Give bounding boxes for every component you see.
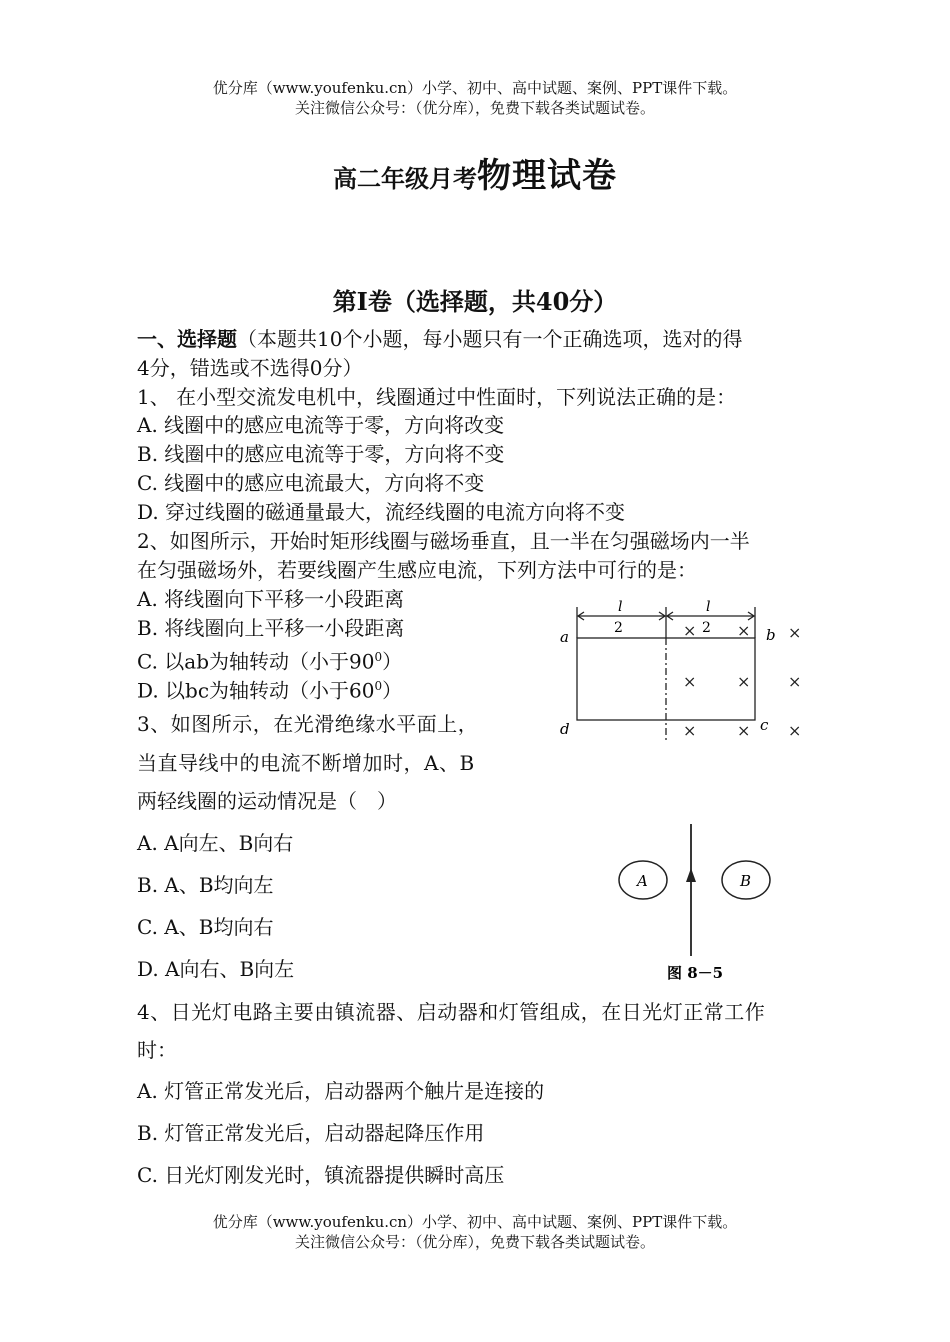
q4-option-b: B. 灯管正常发光后，启动器起降压作用 xyxy=(137,1121,485,1145)
q2-stem-2: 在匀强磁场外，若要线圈产生感应电流，下列方法中可行的是： xyxy=(137,558,697,582)
q2-stem-1: 2、如图所示，开始时矩形线圈与磁场垂直，且一半在匀强磁场内一半 xyxy=(137,529,750,553)
q2-option-d xyxy=(137,672,402,705)
corner-d: d xyxy=(560,720,570,738)
field-cross: × xyxy=(683,621,697,640)
header-line-1: 优分库（www.youfenku.cn）小学、初中、高中试题、案例、PPT课件下载。 xyxy=(212,79,738,97)
q3-stem-3: 两轻线圈的运动情况是（ ） xyxy=(137,789,397,813)
corner-b: b xyxy=(766,626,776,644)
q4-option-a: A. 灯管正常发光后，启动器两个触片是连接的 xyxy=(137,1079,545,1103)
intro-line-2: 4分，错选或不选得0分） xyxy=(137,356,363,380)
degree-sup: 0 xyxy=(374,650,383,664)
q2-option-d-text: D. 以bc为轴转动（小于60 xyxy=(137,678,375,703)
field-cross: × xyxy=(683,672,697,691)
q3-figure xyxy=(600,818,800,986)
q1-option-b: B. 线圈中的感应电流等于零，方向将不变 xyxy=(137,442,505,466)
q3-option-a: A. A向左、B向右 xyxy=(137,831,294,855)
field-cross: × xyxy=(788,623,802,642)
q4-option-c: C. 日光灯刚发光时，镇流器提供瞬时高压 xyxy=(137,1163,505,1187)
q3-option-b: B. A、B均向左 xyxy=(137,873,274,897)
label-two: 2 xyxy=(614,620,623,636)
q2-option-a: A. 将线圈向下平移一小段距离 xyxy=(137,587,405,611)
corner-c: c xyxy=(760,716,769,734)
q4-stem-1: 4、日光灯电路主要由镇流器、启动器和灯管组成，在日光灯正常工作 xyxy=(137,1000,766,1024)
q1-option-c: C. 线圈中的感应电流最大，方向将不变 xyxy=(137,471,485,495)
footer-line-2: 关注微信公众号：（优分库），免费下载各类试题试卷。 xyxy=(294,1233,655,1251)
q2-figure xyxy=(550,598,820,746)
field-cross: × xyxy=(737,672,751,691)
section-heading: 第Ⅰ卷（选择题，共40分） xyxy=(332,287,618,316)
coil-b-label: B xyxy=(740,872,752,890)
field-cross: × xyxy=(737,721,751,740)
q3-option-d: D. A向右、B向左 xyxy=(137,957,295,981)
title-small: 高二年级月考 xyxy=(333,164,477,193)
q2-option-b: B. 将线圈向上平移一小段距离 xyxy=(137,616,405,640)
coil-a-label: A xyxy=(637,872,648,890)
title-big: 物理试卷 xyxy=(477,156,617,196)
corner-a: a xyxy=(560,628,569,646)
page-title xyxy=(0,148,950,197)
field-cross: × xyxy=(788,672,802,691)
current-arrow xyxy=(686,868,696,882)
field-cross: × xyxy=(737,621,751,640)
intro-bold: 一、选择题 xyxy=(137,327,237,351)
q3-option-c: C. A、B均向右 xyxy=(137,915,274,939)
close-paren: ） xyxy=(382,649,403,674)
q2-option-c xyxy=(137,643,402,676)
field-cross: × xyxy=(788,721,802,740)
q1-option-d: D. 穿过线圈的磁通量最大，流经线圈的电流方向将不变 xyxy=(137,500,626,524)
q1-stem: 1、 在小型交流发电机中，线圈通过中性面时，下列说法正确的是： xyxy=(137,385,737,409)
field-cross: × xyxy=(683,721,697,740)
q4-stem-2: 时： xyxy=(137,1038,177,1062)
degree-sup: 0 xyxy=(374,679,383,693)
q1-option-a: A. 线圈中的感应电流等于零，方向将改变 xyxy=(137,413,505,437)
footer-line-1: 优分库（www.youfenku.cn）小学、初中、高中试题、案例、PPT课件下载。 xyxy=(212,1213,738,1231)
intro-rest: （本题共10个小题，每小题只有一个正确选项，选对的得 xyxy=(237,327,743,351)
intro-line-1 xyxy=(137,325,742,353)
label-l: l xyxy=(618,599,623,615)
label-l: l xyxy=(706,599,711,615)
q2-option-c-text: C. 以ab为轴转动（小于90 xyxy=(137,649,375,674)
figure-caption: 图 8－5 xyxy=(667,964,724,982)
q3-stem-1: 3、如图所示，在光滑绝缘水平面上， xyxy=(137,712,479,736)
close-paren: ） xyxy=(382,678,403,703)
label-two: 2 xyxy=(702,620,711,636)
header-line-2: 关注微信公众号：（优分库），免费下载各类试题试卷。 xyxy=(294,99,655,117)
q3-stem-2: 当直导线中的电流不断增加时，A、B xyxy=(137,751,475,775)
